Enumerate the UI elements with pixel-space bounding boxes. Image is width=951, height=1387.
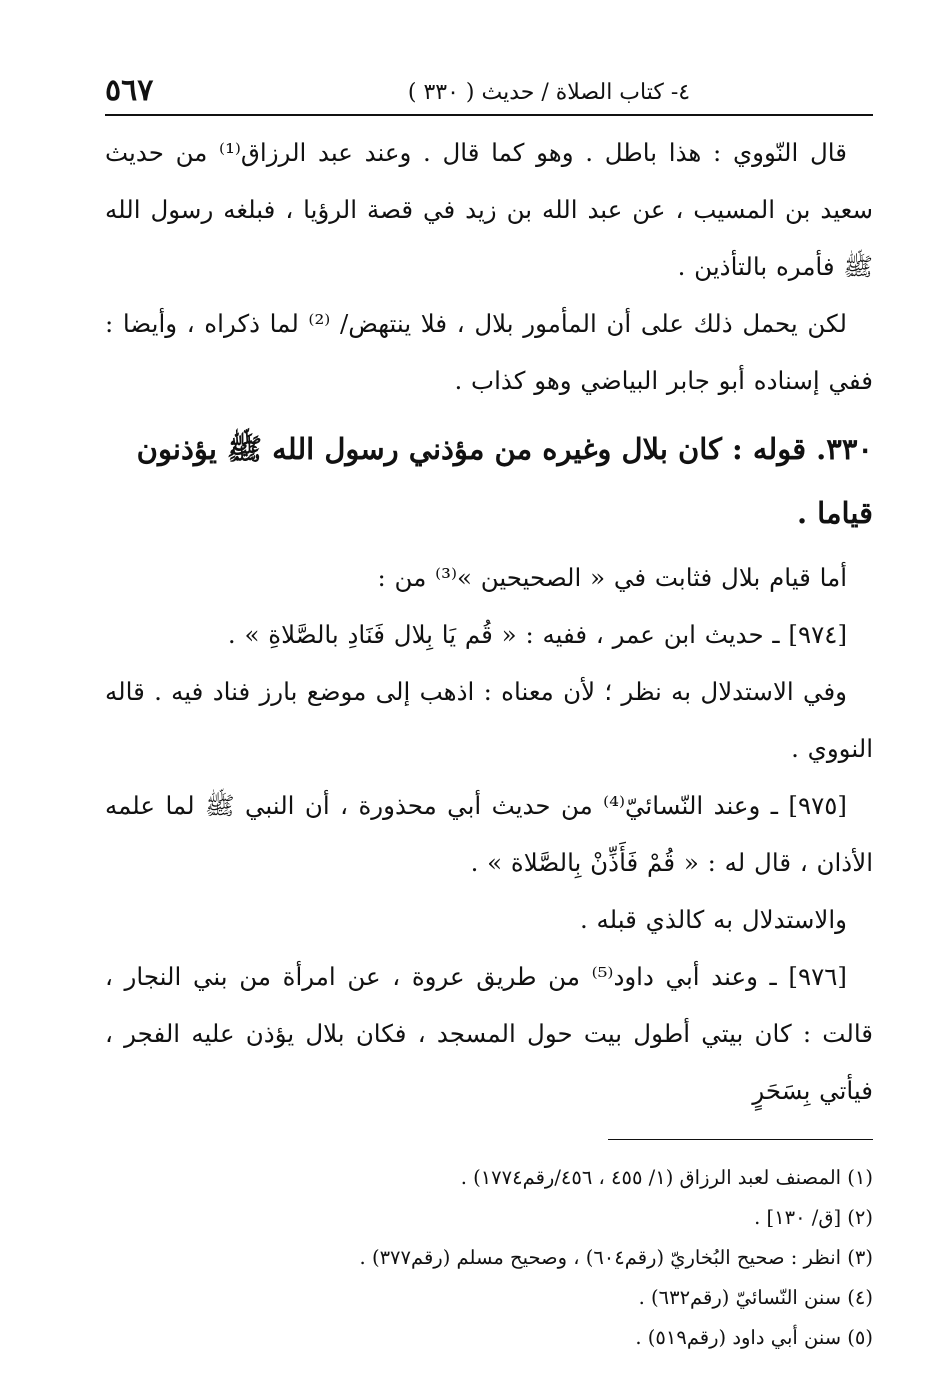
paragraph: لكن يحمل ذلك على أن المأمور بلال ، فلا ينتهض/ ⁽²⁾ لما ذكراه ، وأيضا : ففي إسناده أبو جابر البياضي وهو كذاب . <box>105 309 873 395</box>
running-header <box>105 70 873 116</box>
footnote: (٣) انظر : صحيح البُخاريّ (رقم٦٠٤) ، وصحيح مسلم (رقم٣٧٧) . <box>359 1246 873 1269</box>
book-page <box>105 70 873 1358</box>
section-heading: ٣٣٠. قوله : كان بلال وغيره من مؤذني رسول الله ﷺ يؤذنون قياما . <box>136 432 873 530</box>
footnotes <box>105 1158 873 1358</box>
footnote: (٥) سنن أبي داود (رقم٥١٩) . <box>635 1326 873 1349</box>
footnote: (١) المصنف لعبد الرزاق (١/ ٤٥٥ ، ٤٥٦/رقم١٧٧٤) . <box>460 1166 873 1189</box>
body-text <box>105 124 873 1119</box>
paragraph: قال النّووي : هذا باطل . وهو كما قال . وعند عبد الرزاق⁽¹⁾ من حديث سعيد بن المسيب ، عن عبد الله بن زيد في قصة الرؤيا ، فبلغه رسول الله ﷺ فأمره بالتأذين . <box>105 138 873 281</box>
page-number: ٥٦٧ <box>105 73 154 108</box>
footnote-divider <box>608 1139 873 1140</box>
hadith-paragraph: [٩٧٦] ـ وعند أبي داود⁽⁵⁾ من طريق عروة ، عن امرأة من بني النجار ، قالت : كان بيتي أطول بيت حول المسجد ، فكان بلال يؤذن عليه الفجر ، فيأتي بِسَحَرٍ <box>105 962 873 1105</box>
paragraph: أما قيام بلال فثابت في « الصحيحين »⁽³⁾ من : <box>377 563 847 592</box>
paragraph: والاستدلال به كالذي قبله . <box>579 905 847 934</box>
footnote: (٢) [ق/ ١٣٠] . <box>754 1206 873 1229</box>
hadith-paragraph: [٩٧٤] ـ حديث ابن عمر ، ففيه : « قُم يَا بِلال فَنَادِ بالصَّلاةِ » . <box>227 620 847 649</box>
footnote: (٤) سنن النّسائيّ (رقم٦٣٢) . <box>638 1286 873 1309</box>
hadith-paragraph: [٩٧٥] ـ وعند النّسائيّ⁽⁴⁾ من حديث أبي محذورة ، أن النبي ﷺ لما علمه الأذان ، قال له : « قُمْ فَأَذِّنْ بِالصَّلاة » . <box>105 791 873 877</box>
chapter-title: ٤- كتاب الصلاة / حديث ( ٣٣٠ ) <box>407 80 691 105</box>
paragraph: وفي الاستدلال به نظر ؛ لأن معناه : اذهب إلى موضع بارز فناد فيه . قاله النووي . <box>105 677 873 763</box>
